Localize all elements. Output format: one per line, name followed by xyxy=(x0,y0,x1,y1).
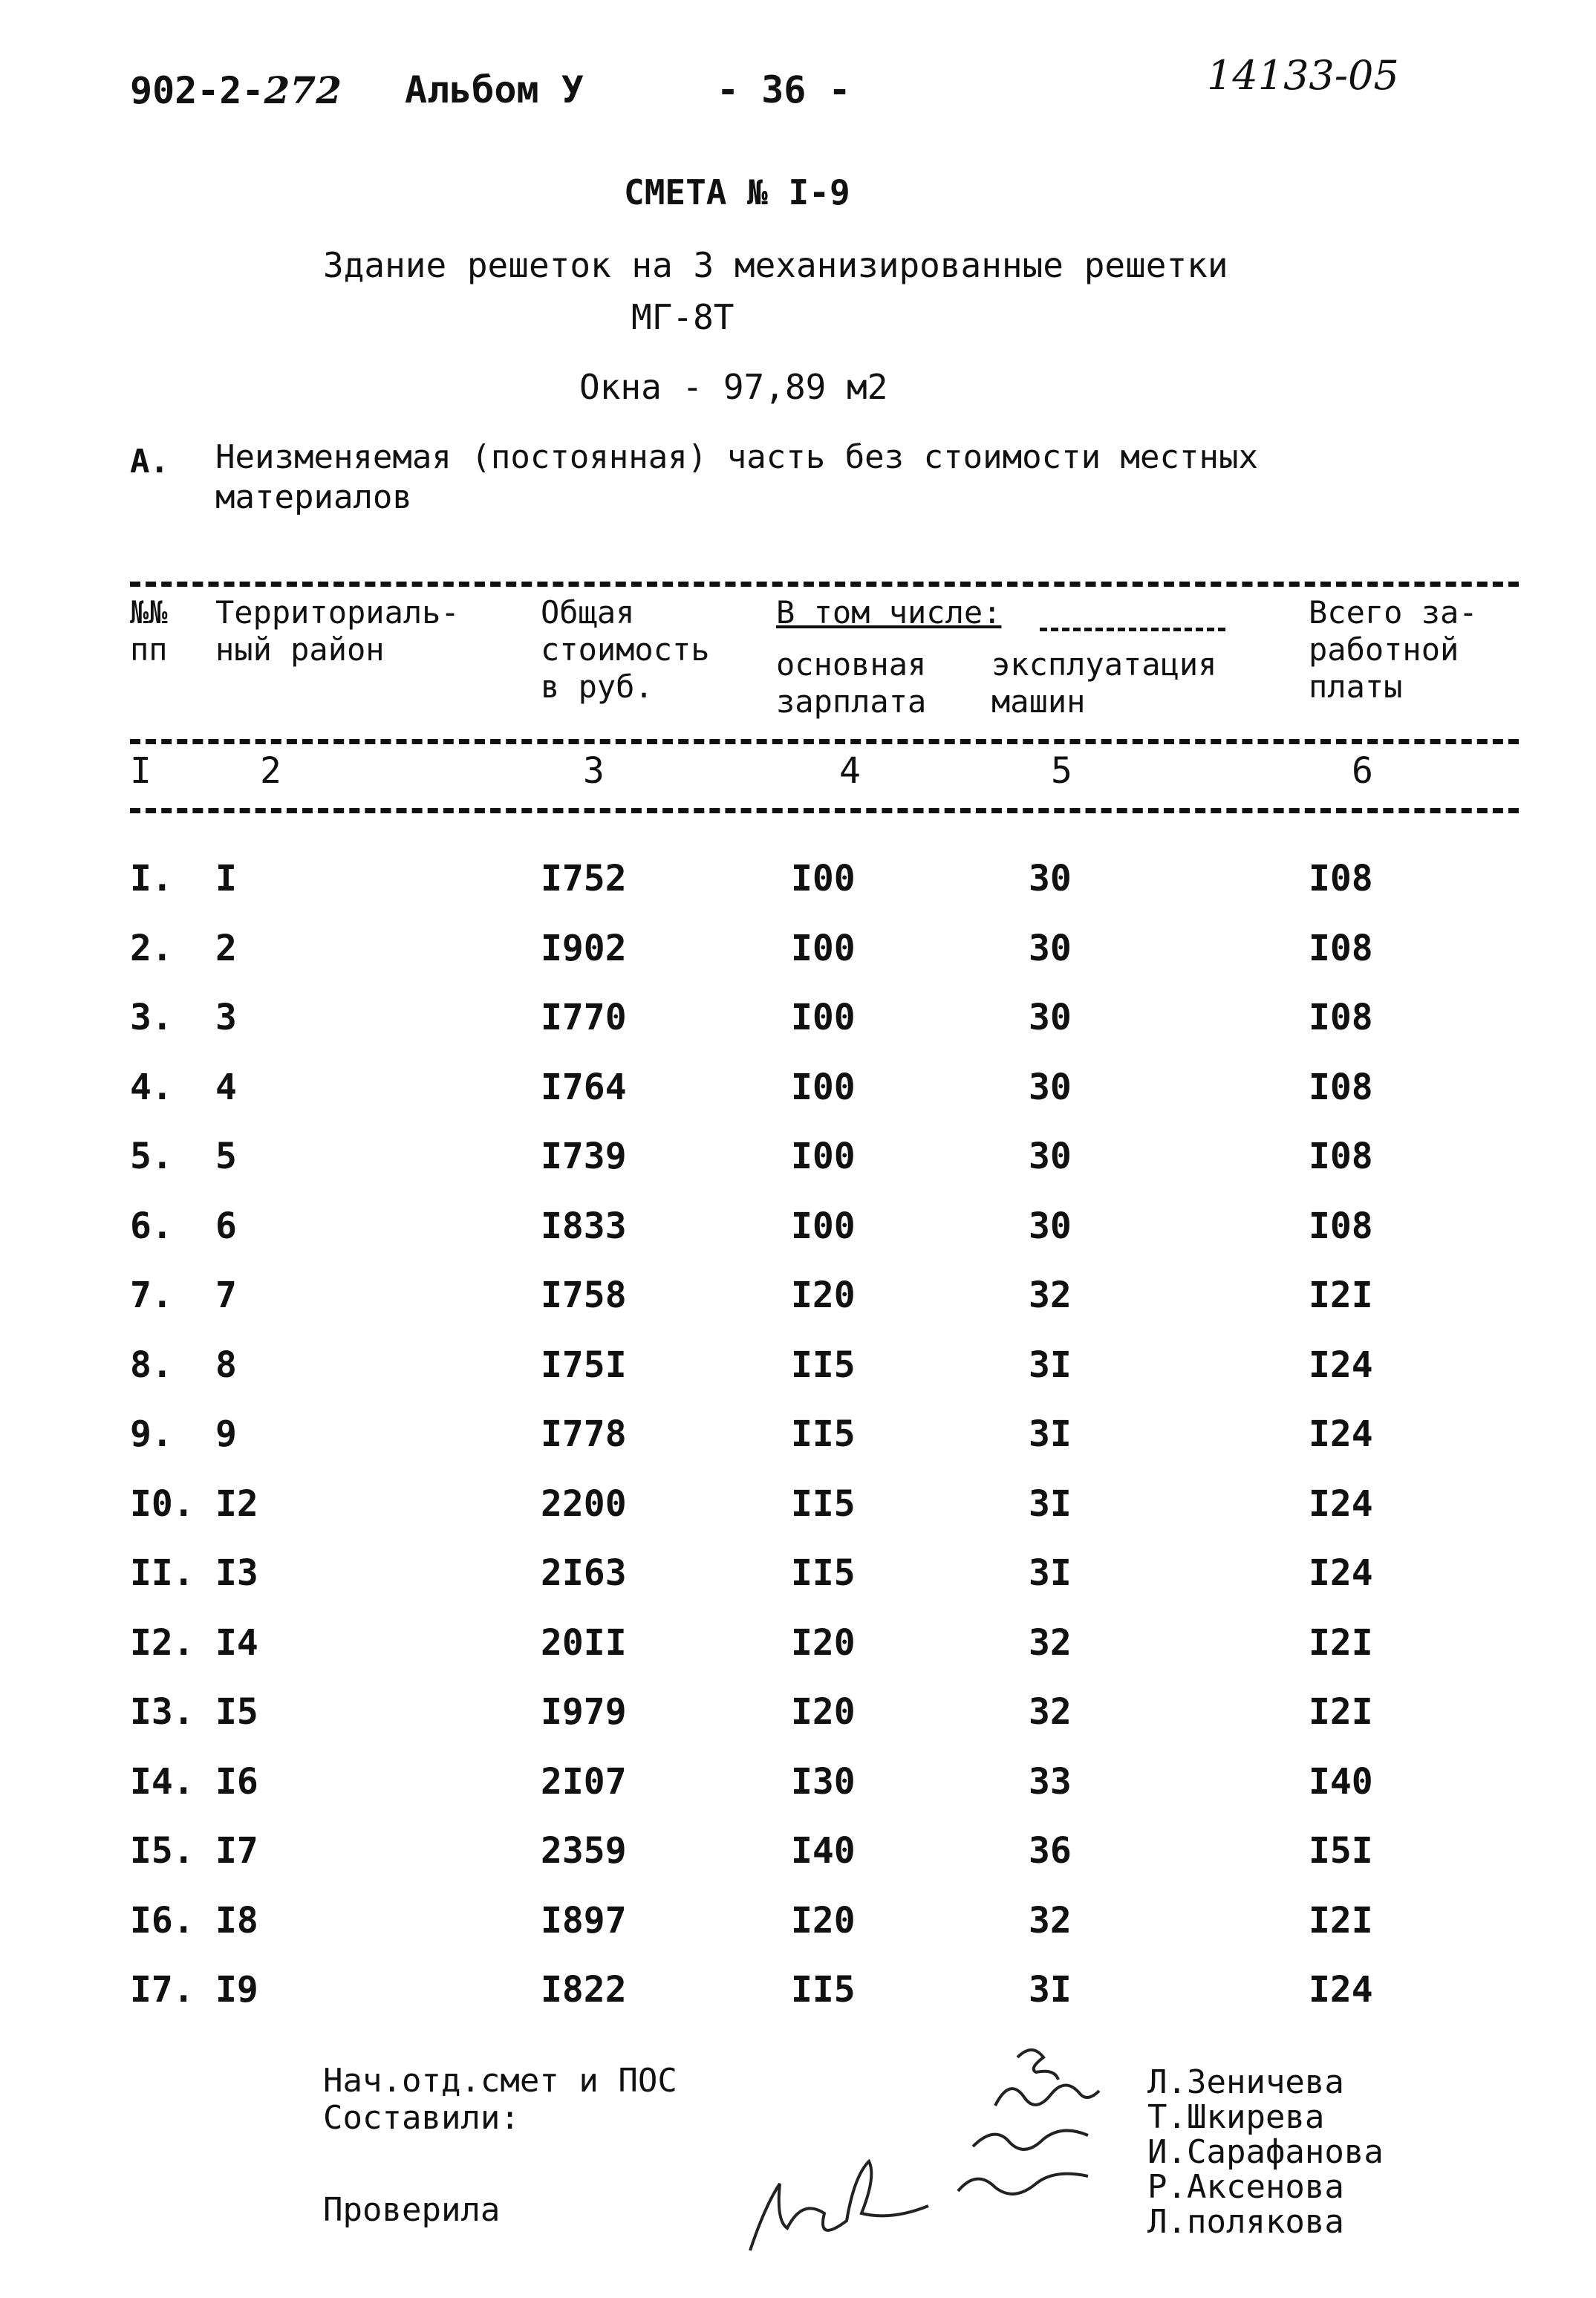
cell-payroll: I2I xyxy=(1309,1275,1373,1316)
cell-region: I5 xyxy=(215,1691,258,1733)
cell-number: I. xyxy=(130,858,173,899)
cell-region: 7 xyxy=(215,1275,237,1316)
section-letter: А. xyxy=(130,443,169,481)
col-header-group: В том числе: xyxy=(776,594,1002,631)
handwritten-stamp: 14133-05 xyxy=(1207,52,1399,99)
cell-total: I752 xyxy=(541,858,627,899)
cell-number: I7. xyxy=(130,1969,195,2011)
col-header-total xyxy=(541,594,710,706)
header-bottom-rule xyxy=(130,739,1519,744)
cell-payroll: I5I xyxy=(1309,1830,1373,1872)
cell-total: I778 xyxy=(541,1413,627,1455)
estimate-subtitle-2: МГ-8Т xyxy=(631,297,735,337)
cell-payroll: I24 xyxy=(1309,1483,1373,1525)
cell-number: I3. xyxy=(130,1691,195,1733)
cell-wage: I20 xyxy=(791,1622,856,1664)
cell-machines: 30 xyxy=(1029,1067,1072,1108)
col-header-machines-line2: машин xyxy=(991,683,1086,720)
cell-wage: I20 xyxy=(791,1900,856,1941)
signature-name: Т.Шкирева xyxy=(1147,2098,1325,2136)
cell-total: I979 xyxy=(541,1691,627,1733)
cell-total: I758 xyxy=(541,1275,627,1316)
cell-total: I770 xyxy=(541,997,627,1038)
column-number: 3 xyxy=(583,750,605,792)
cell-total: 2200 xyxy=(541,1483,627,1525)
cell-number: I4. xyxy=(130,1761,195,1803)
col-header-wage-line1: основная xyxy=(776,646,927,683)
cell-total: 2I07 xyxy=(541,1761,627,1803)
col-header-region xyxy=(215,594,460,668)
code-prefix: 902-2- xyxy=(130,69,264,112)
column-numbers-rule xyxy=(130,808,1519,813)
signature-name: И.Сарафанова xyxy=(1147,2133,1384,2171)
col-header-number-line2: пп xyxy=(130,631,168,668)
cell-region: I7 xyxy=(215,1830,258,1872)
cell-region: 3 xyxy=(215,997,237,1038)
cell-region: 4 xyxy=(215,1067,237,1108)
cell-wage: II5 xyxy=(791,1483,856,1525)
cell-wage: I00 xyxy=(791,858,856,899)
col-header-total-line1: Общая xyxy=(541,594,635,631)
cell-number: 7. xyxy=(130,1275,173,1316)
col-header-number-line1: №№ xyxy=(130,594,168,631)
cell-region: 9 xyxy=(215,1413,237,1455)
section-description-2: материалов xyxy=(215,478,412,516)
column-number: 4 xyxy=(839,750,861,792)
cell-total: I833 xyxy=(541,1205,627,1247)
col-header-machines-line1: эксплуатация xyxy=(991,646,1217,683)
cell-machines: 3I xyxy=(1029,1969,1072,2011)
cell-number: 5. xyxy=(130,1136,173,1177)
cell-payroll: I24 xyxy=(1309,1344,1373,1386)
cell-machines: 33 xyxy=(1029,1761,1072,1803)
cell-machines: 32 xyxy=(1029,1275,1072,1316)
cell-region: I xyxy=(215,858,237,899)
cell-number: I2. xyxy=(130,1622,195,1664)
cell-number: II. xyxy=(130,1552,195,1594)
cell-machines: 30 xyxy=(1029,1136,1072,1177)
col-header-payroll xyxy=(1309,594,1478,706)
cell-region: I4 xyxy=(215,1622,258,1664)
signature-stroke xyxy=(995,2086,1099,2106)
table-top-rule xyxy=(130,582,1519,587)
cell-total: 2359 xyxy=(541,1830,627,1872)
cell-region: I8 xyxy=(215,1900,258,1941)
cell-number: 8. xyxy=(130,1344,173,1386)
cell-payroll: I24 xyxy=(1309,1552,1373,1594)
cell-machines: 32 xyxy=(1029,1900,1072,1941)
cell-region: 2 xyxy=(215,928,237,969)
cell-machines: 36 xyxy=(1029,1830,1072,1872)
cell-wage: I00 xyxy=(791,1136,856,1177)
cell-number: 9. xyxy=(130,1413,173,1455)
page-number: - 36 - xyxy=(717,68,851,111)
cell-total: I75I xyxy=(541,1344,627,1386)
signature-stroke xyxy=(1017,2050,1058,2080)
cell-payroll: I08 xyxy=(1309,1136,1373,1177)
cell-machines: 30 xyxy=(1029,997,1072,1038)
cell-number: 6. xyxy=(130,1205,173,1247)
cell-payroll: I08 xyxy=(1309,1067,1373,1108)
cell-payroll: I24 xyxy=(1309,1413,1373,1455)
cell-payroll: I08 xyxy=(1309,858,1373,899)
cell-machines: 3I xyxy=(1029,1344,1072,1386)
cell-wage: I00 xyxy=(791,1205,856,1247)
signature-name: Л.Зеничева xyxy=(1147,2063,1344,2101)
column-number: I xyxy=(130,750,152,792)
checked-label: Проверила xyxy=(323,2191,501,2229)
group-rule xyxy=(1040,628,1225,631)
col-header-region-line2: ный район xyxy=(215,631,385,668)
cell-wage: II5 xyxy=(791,1969,856,2011)
column-number: 6 xyxy=(1352,750,1373,792)
signature-name: Л.полякова xyxy=(1147,2203,1344,2241)
signature-stroke xyxy=(958,2174,1088,2194)
cell-region: I6 xyxy=(215,1761,258,1803)
cell-machines: 3I xyxy=(1029,1483,1072,1525)
cell-total: I822 xyxy=(541,1969,627,2011)
cell-wage: I00 xyxy=(791,997,856,1038)
section-description-1: Неизменяемая (постоянная) часть без стоимости местных xyxy=(215,438,1258,476)
cell-region: 5 xyxy=(215,1136,237,1177)
cell-machines: 32 xyxy=(1029,1691,1072,1733)
head-department-label: Нач.отд.смет и ПОС xyxy=(323,2062,677,2100)
cell-machines: 30 xyxy=(1029,1205,1072,1247)
cell-number: 2. xyxy=(130,928,173,969)
cell-total: I897 xyxy=(541,1900,627,1941)
cell-wage: I20 xyxy=(791,1275,856,1316)
album-label: Альбом У xyxy=(405,68,584,111)
signature-name: Р.Аксенова xyxy=(1147,2168,1344,2206)
cell-payroll: I2I xyxy=(1309,1622,1373,1664)
cell-wage: I00 xyxy=(791,1067,856,1108)
cell-region: I2 xyxy=(215,1483,258,1525)
col-header-machines xyxy=(991,646,1216,720)
cell-wage: II5 xyxy=(791,1344,856,1386)
cell-payroll: I08 xyxy=(1309,1205,1373,1247)
col-header-payroll-line3: платы xyxy=(1309,668,1403,705)
windows-area: Окна - 97,89 м2 xyxy=(579,367,888,407)
cell-number: I0. xyxy=(130,1483,195,1525)
cell-wage: I30 xyxy=(791,1761,856,1803)
handwritten-signatures xyxy=(735,2035,1151,2265)
cell-number: 4. xyxy=(130,1067,173,1108)
composed-label: Составили: xyxy=(323,2099,520,2137)
cell-machines: 30 xyxy=(1029,928,1072,969)
col-header-total-line2: стоимость xyxy=(541,631,710,668)
cell-machines: 3I xyxy=(1029,1552,1072,1594)
cell-payroll: I2I xyxy=(1309,1691,1373,1733)
signature-stroke xyxy=(973,2131,1088,2149)
column-number: 2 xyxy=(260,750,281,792)
cell-machines: 30 xyxy=(1029,858,1072,899)
cell-wage: II5 xyxy=(791,1552,856,1594)
cell-region: I9 xyxy=(215,1969,258,2011)
cell-payroll: I24 xyxy=(1309,1969,1373,2011)
cell-payroll: I08 xyxy=(1309,928,1373,969)
cell-total: 2I63 xyxy=(541,1552,627,1594)
cell-payroll: I2I xyxy=(1309,1900,1373,1941)
cell-wage: II5 xyxy=(791,1413,856,1455)
col-header-wage-line2: зарплата xyxy=(776,683,927,720)
signature-stroke xyxy=(750,2161,928,2250)
cell-total: 20II xyxy=(541,1622,627,1664)
cell-number: I5. xyxy=(130,1830,195,1872)
cell-machines: 3I xyxy=(1029,1413,1072,1455)
cell-total: I902 xyxy=(541,928,627,969)
col-header-payroll-line1: Всего за- xyxy=(1309,594,1478,631)
column-number: 5 xyxy=(1051,750,1072,792)
estimate-title: СМЕТА № I-9 xyxy=(624,172,850,212)
cell-number: 3. xyxy=(130,997,173,1038)
col-header-wage xyxy=(776,646,926,720)
code-handwritten: 272 xyxy=(264,68,342,112)
cell-machines: 32 xyxy=(1029,1622,1072,1664)
col-header-number xyxy=(130,594,168,668)
cell-payroll: I08 xyxy=(1309,997,1373,1038)
document-code xyxy=(130,68,342,112)
cell-number: I6. xyxy=(130,1900,195,1941)
col-header-total-line3: в руб. xyxy=(541,668,654,705)
cell-region: I3 xyxy=(215,1552,258,1594)
cell-wage: I00 xyxy=(791,928,856,969)
cell-payroll: I40 xyxy=(1309,1761,1373,1803)
cell-total: I739 xyxy=(541,1136,627,1177)
cell-total: I764 xyxy=(541,1067,627,1108)
cell-wage: I20 xyxy=(791,1691,856,1733)
col-header-payroll-line2: работной xyxy=(1309,631,1459,668)
cell-wage: I40 xyxy=(791,1830,856,1872)
cell-region: 6 xyxy=(215,1205,237,1247)
cell-region: 8 xyxy=(215,1344,237,1386)
estimate-subtitle-1: Здание решеток на 3 механизированные решетки xyxy=(323,245,1228,285)
signature-names xyxy=(1147,2065,1384,2239)
col-header-region-line1: Территориаль- xyxy=(215,594,460,631)
